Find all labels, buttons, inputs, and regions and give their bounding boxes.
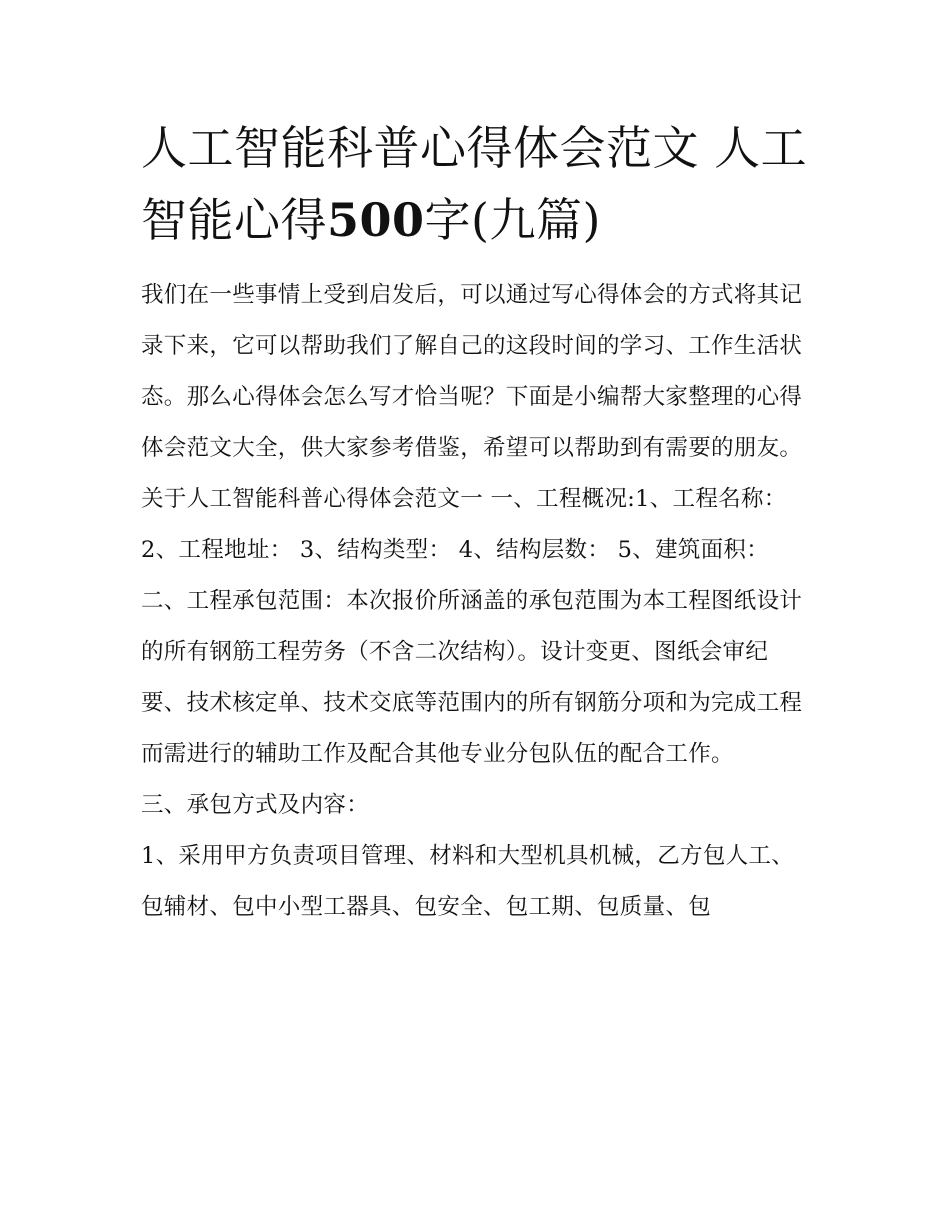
title-number: 500 — [327, 193, 425, 247]
document-title — [141, 112, 813, 256]
contract-method-heading: 三、承包方式及内容： — [141, 792, 370, 818]
contract-scope-paragraph: 二、工程承包范围：本次报价所涵盖的承包范围为本工程图纸设计的所有钢筋工程劳务（不含二次结构）。设计变更、图纸会审纪要、技术核定单、技术交底等范围内的所有钢筋分项和为完成工程而需进行的辅助工作及配合其他专业分包队伍的配合工作。 — [141, 588, 803, 767]
project-overview-paragraph: 关于人工智能科普心得体会范文一 一、工程概况:1、工程名称： 2、工程地址： 3、结构类型： 4、结构层数： 5、建筑面积： — [141, 486, 787, 563]
document-page — [141, 112, 813, 933]
document-body — [141, 270, 813, 933]
contract-method-item-1: 1、采用甲方负责项目管理、材料和大型机具机械，乙方包人工、包辅材、包中小型工器具、包安全、包工期、包质量、包 — [141, 843, 795, 920]
title-text-part2: 字(九篇) — [424, 193, 601, 247]
intro-paragraph: 我们在一些事情上受到启发后，可以通过写心得体会的方式将其记录下来，它可以帮助我们了解自己的这段时间的学习、工作生活状态。那么心得体会怎么写才恰当呢？下面是小编帮大家整理的心得体会范文大全，供大家参考借鉴，希望可以帮助到有需要的朋友。 — [141, 282, 803, 461]
title-text-part1: 人工智能科普心得体会范文 人工智能心得 — [141, 121, 808, 247]
